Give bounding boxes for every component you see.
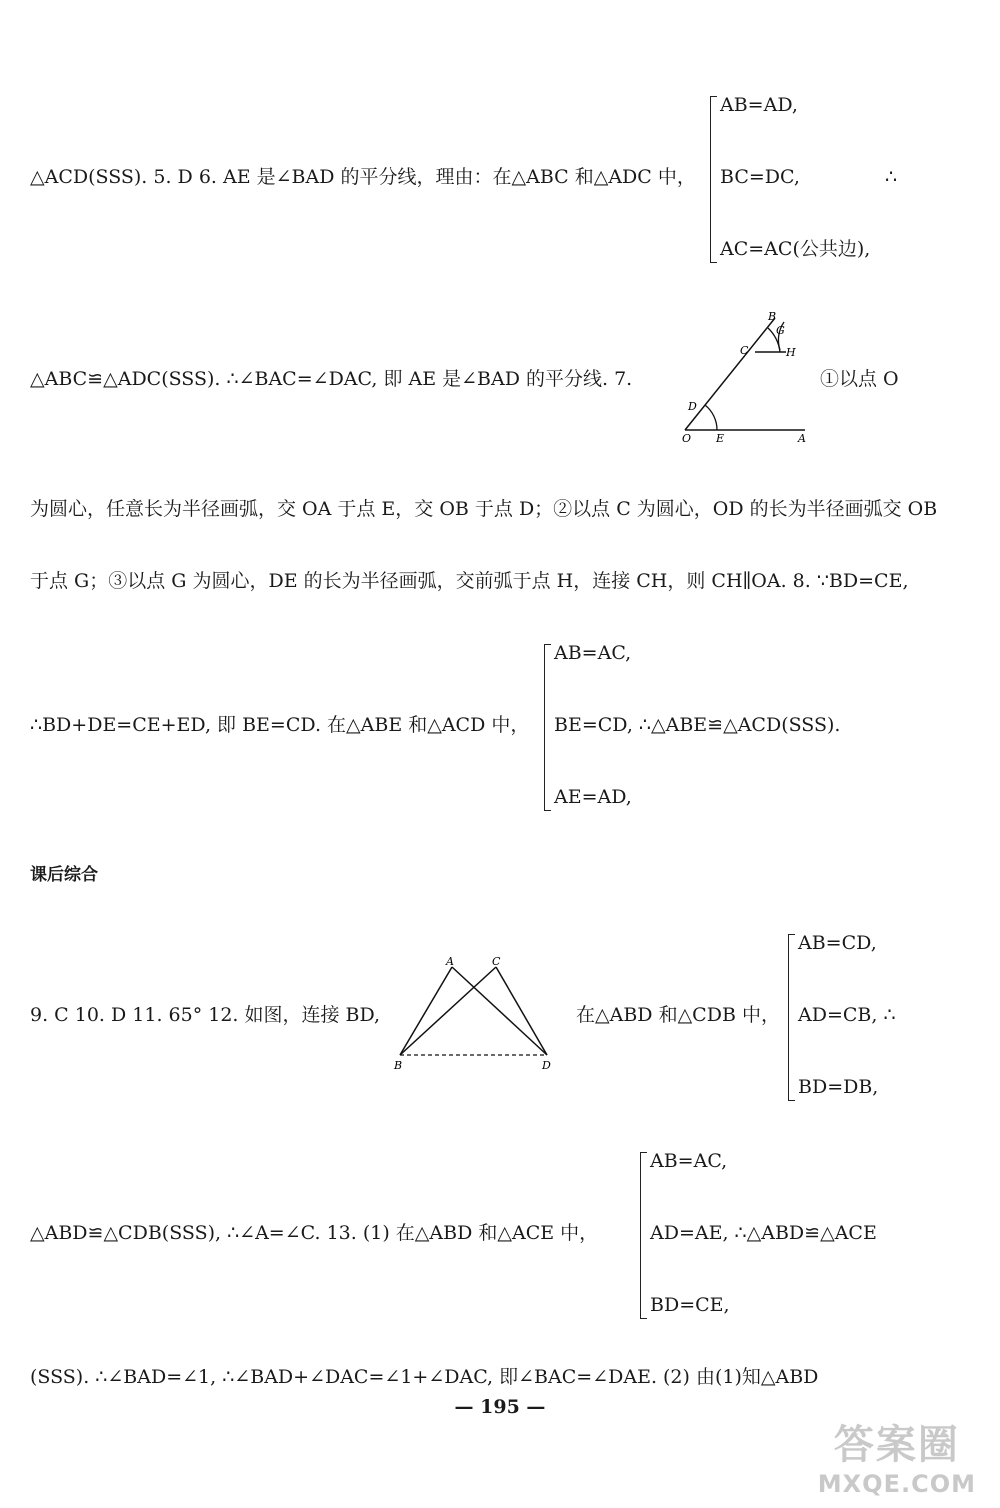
label-C: C xyxy=(740,344,749,357)
label-O: O xyxy=(682,432,692,445)
text-line: 在△ABD 和△CDB 中， xyxy=(576,1004,780,1026)
system-eq: BD=CE, xyxy=(650,1294,730,1316)
brace xyxy=(640,1152,647,1319)
system-eq: BE=CD, ∴△ABE≌△ACD(SSS). xyxy=(554,714,841,736)
therefore-symbol: ∴ xyxy=(885,166,898,188)
system-eq: BC=DC, xyxy=(720,166,800,188)
figure-7 xyxy=(680,310,810,450)
label-H: H xyxy=(786,346,796,359)
brace xyxy=(788,934,795,1101)
watermark-url: MXQE.COM xyxy=(817,1470,976,1498)
system-eq: AC=AC(公共边), xyxy=(720,238,871,260)
text-line: ∴BD+DE=CE+ED, 即 BE=CD. 在△ABE 和△ACD 中， xyxy=(30,714,530,736)
text-line: △ABD≌△CDB(SSS), ∴∠A=∠C. 13. (1) 在△ABD 和△ACE 中， xyxy=(30,1222,599,1244)
text-line: 于点 G；③以点 G 为圆心，DE 的长为半径画弧，交前弧于点 H，连接 CH，则 CH∥OA. 8. ∵BD=CE, xyxy=(30,570,909,592)
system-eq: AB=AC, xyxy=(650,1150,728,1172)
watermark-text: 答案圈 xyxy=(833,1422,960,1468)
system-eq: AB=AD, xyxy=(720,94,798,116)
label-C: C xyxy=(492,955,501,968)
watermark-logo xyxy=(818,1413,976,1498)
label-D: D xyxy=(542,1059,551,1072)
label-G: G xyxy=(776,324,785,337)
text-line: (SSS). ∴∠BAD=∠1, ∴∠BAD+∠DAC=∠1+∠DAC, 即∠BAC=∠DAE. (2) 由(1)知△ABD xyxy=(30,1366,819,1388)
system-eq: AD=CB, ∴ xyxy=(798,1004,896,1026)
system-eq: AB=AC, xyxy=(554,642,632,664)
text-line: △ABC≌△ADC(SSS). ∴∠BAC=∠DAC, 即 AE 是∠BAD 的平分线. 7. xyxy=(30,368,633,390)
label-D: D xyxy=(688,400,697,413)
system-eq: AB=CD, xyxy=(798,932,877,954)
text-line: 9. C 10. D 11. 65° 12. 如图，连接 BD, xyxy=(30,1004,381,1026)
text-line: △ACD(SSS). 5. D 6. AE 是∠BAD 的平分线，理由：在△ABC 和△ADC 中， xyxy=(30,166,696,188)
label-E: E xyxy=(716,432,725,445)
figure-12 xyxy=(390,955,560,1075)
label-A: A xyxy=(798,432,806,445)
label-A: A xyxy=(446,955,454,968)
system-eq: BD=DB, xyxy=(798,1076,879,1098)
text-line: 为圆心，任意长为半径画弧，交 OA 于点 E，交 OB 于点 D；②以点 C 为圆心，OD 的长为半径画弧交 OB xyxy=(30,498,938,520)
section-heading: 课后综合 xyxy=(30,865,98,885)
label-B: B xyxy=(768,310,777,323)
brace xyxy=(710,96,717,263)
system-eq: AE=AD, xyxy=(554,786,632,808)
page-number: — 195 — xyxy=(454,1396,546,1418)
text-line: ①以点 O xyxy=(820,368,899,390)
system-eq: AD=AE, ∴△ABD≌△ACE xyxy=(650,1222,877,1244)
label-B: B xyxy=(394,1059,403,1072)
brace xyxy=(544,644,551,811)
